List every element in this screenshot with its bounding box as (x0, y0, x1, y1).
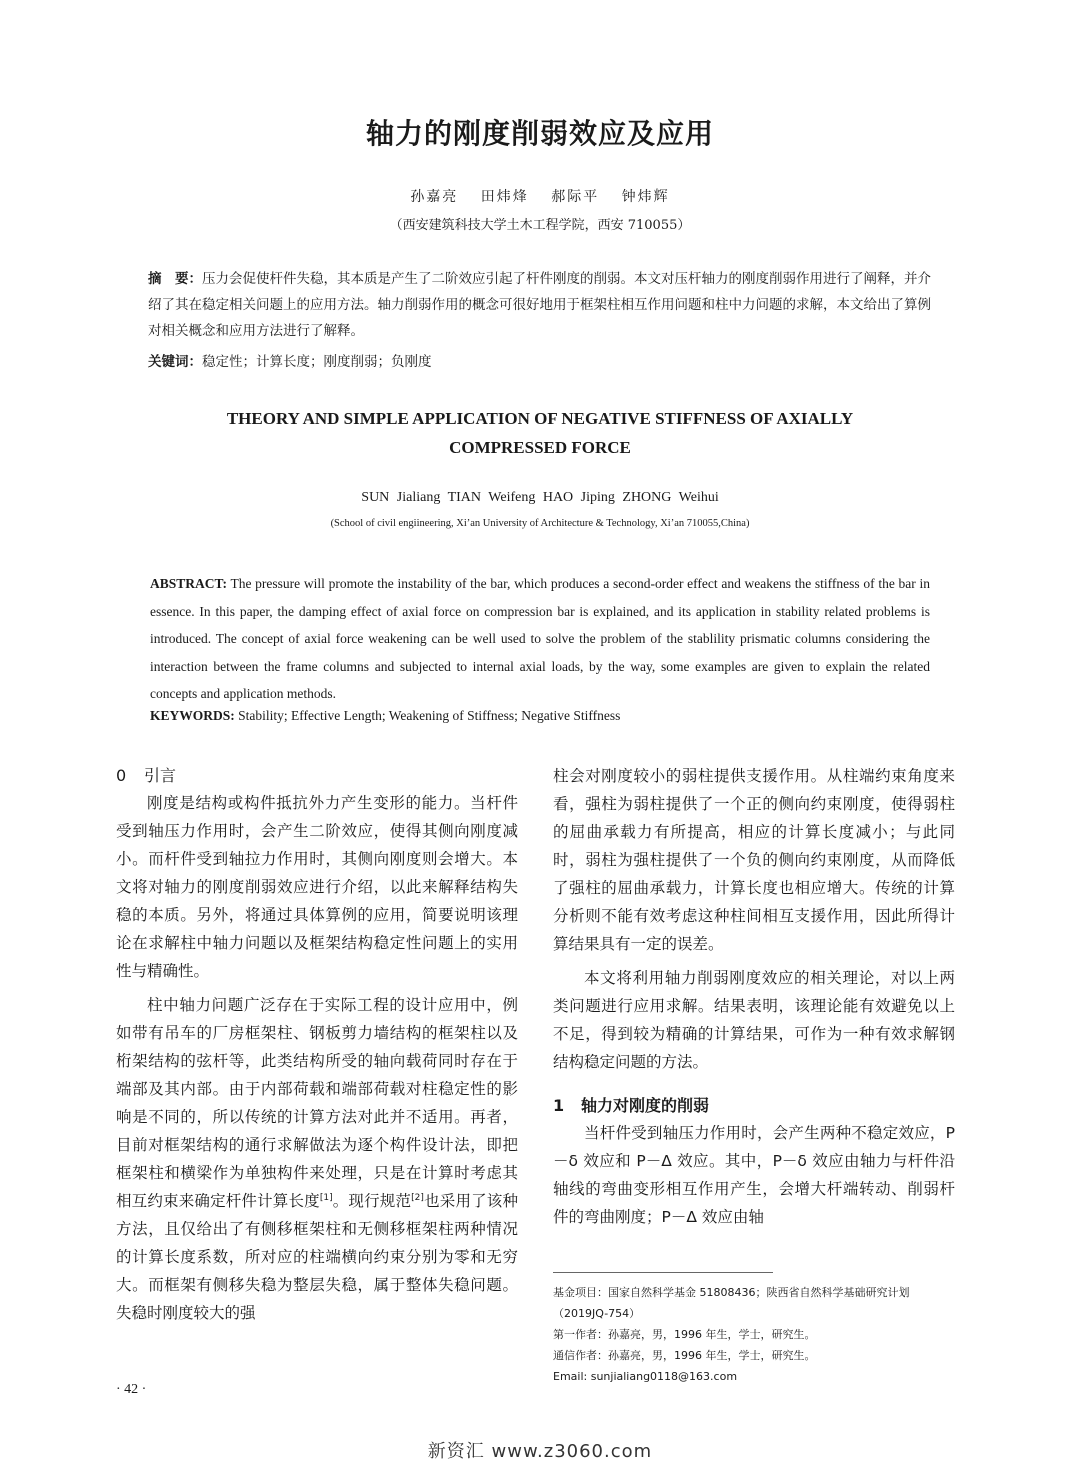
right-column (553, 762, 955, 1231)
abstract-en-label: ABSTRACT: (150, 576, 228, 591)
abstract-cn (148, 266, 934, 344)
footnote-first-author: 第一作者：孙嘉亮，男，1996 年生，学士，研究生。 (553, 1328, 816, 1341)
abstract-en (150, 570, 930, 708)
abstract-cn-text: 压力会促使杆件失稳，其本质是产生了二阶效应引起了杆件刚度的削弱。本文对压杆轴力的刚度削弱作用进行了阐释，并介绍了其在稳定相关问题上的应用方法。轴力削弱作用的概念可很好地用于框架柱相互作用问题和柱中力问题的求解，本文给出了算例对相关概念和应用方法进行了解释。 (148, 271, 931, 339)
footnote (553, 1282, 955, 1387)
footnote-corresponding: 通信作者：孙嘉亮，男，1996 年生，学士，研究生。 (553, 1349, 816, 1362)
title-en-line1: THEORY AND SIMPLE APPLICATION OF NEGATIVE STIFFNESS OF AXIALLY (226, 409, 854, 428)
authors-cn: 孙嘉亮 田炜烽 郝际平 钟炜辉 (410, 189, 670, 205)
section-0-paragraph-2 (116, 991, 518, 1327)
paper-title-en (150, 404, 930, 462)
section-1-title: 轴力对刚度的削弱 (581, 1096, 710, 1115)
paper-title-cn: 轴力的刚度削弱效应及应用 (365, 117, 714, 150)
keywords-cn-label: 关键词： (148, 354, 202, 370)
section-0-title: 引言 (144, 766, 177, 785)
authors-en: SUN Jialiang TIAN Weifeng HAO Jiping ZHONG Weihui (361, 490, 719, 505)
page-number: · 42 · (116, 1382, 147, 1397)
section-1-number: 1 (553, 1096, 565, 1115)
footnote-rule (553, 1272, 773, 1273)
keywords-cn (148, 350, 432, 370)
abstract-en-text: The pressure will promote the instability of the bar, which produces a second-order effect and weakens the stiffness of the bar in essence. In this paper, the damping effect of axial force on compression bar is explained, and its application in stability related problems is introduced. The concept of axial force weakening can be well used to solve the problem of the stablility prismatic columns considering the interaction between the frame columns and subjected to internal axial loads, by the way, some examples are given to explain the related concepts and application methods. (150, 576, 930, 701)
citation-2: [2] (411, 1192, 424, 1203)
section-1-heading (553, 1092, 955, 1119)
para2-part-b: 。现行规范 (332, 1192, 412, 1210)
section-1-paragraph-1: 当杆件受到轴压力作用时，会产生两种不稳定效应，P－δ 效应和 P－Δ 效应。其中，P－δ 效应由轴力与杆件沿轴线的弯曲变形相互作用产生，会增大杆端转动、削弱杆件的弯曲刚度；P－Δ 效应由轴 (553, 1124, 955, 1226)
abstract-cn-label: 摘 要： (148, 271, 202, 287)
keywords-en-label: KEYWORDS: (150, 708, 235, 723)
keywords-en (150, 708, 620, 724)
keywords-en-text: Stability; Effective Length; Weakening of Stiffness; Negative Stiffness (238, 708, 621, 723)
section-0-paragraph-4: 本文将利用轴力削弱刚度效应的相关理论，对以上两类问题进行应用求解。结果表明，该理论能有效避免以上不足，得到较为精确的计算结果，可作为一种有效求解钢结构稳定问题的方法。 (553, 969, 955, 1071)
affiliation-en: (School of civil engiineering, Xi’an University of Architecture & Technology, Xi’an 710055,China) (330, 518, 750, 529)
title-en-line2: COMPRESSED FORCE (449, 438, 631, 457)
section-0-paragraph-3: 柱会对刚度较小的弱柱提供支援作用。从柱端约束角度来看，强柱为弱柱提供了一个正的侧向约束刚度，使得弱柱的屈曲承载力有所提高，相应的计算长度减小；与此同时，弱柱为强柱提供了一个负的侧向约束刚度，从而降低了强柱的屈曲承载力，计算长度也相应增大。传统的计算分析则不能有效考虑这种柱间相互支援作用，因此所得计算结果具有一定的误差。 (553, 767, 955, 953)
para2-part-a: 柱中轴力问题广泛存在于实际工程的设计应用中，例如带有吊车的厂房框架柱、钢板剪力墙结构的框架柱以及桁架结构的弦杆等，此类结构所受的轴向载荷同时存在于端部及其内部。由于内部荷载和端部荷载对柱稳定性的影响是不同的，所以传统的计算方法对此并不适用。再者，目前对框架结构的通行求解做法为逐个构件设计法，即把框架柱和横梁作为单独构件来处理，只是在计算时考虑其相互约束来确定杆件计算长度 (116, 996, 518, 1210)
citation-1: [1] (319, 1192, 333, 1203)
section-0-number: 0 (116, 766, 127, 785)
section-0-paragraph-1: 刚度是结构或构件抵抗外力产生变形的能力。当杆件受到轴压力作用时，会产生二阶效应，使得其侧向刚度减小。而杆件受到轴拉力作用时，其侧向刚度则会增大。本文将对轴力的刚度削弱效应进行介绍，以此来解释结构失稳的本质。另外，将通过具体算例的应用，简要说明该理论在求解柱中轴力问题以及框架结构稳定性问题上的实用性与精确性。 (116, 794, 518, 980)
watermark: 新资汇 www.z3060.com (427, 1441, 653, 1462)
para2-part-c: 也采用了该种方法，且仅给出了有侧移框架柱和无侧移框架柱两种情况的计算长度系数，所对应的柱端横向约束分别为零和无穷大。而框架有侧移失稳为整层失稳，属于整体失稳问题。失稳时刚度较大的强 (116, 1192, 518, 1322)
footnote-email: Email: sunjialiang0118@163.com (553, 1370, 738, 1383)
left-column (116, 762, 518, 1327)
footnote-fund: 基金项目：国家自然科学基金 51808436；陕西省自然科学基础研究计划（2019JQ-754） (553, 1286, 910, 1320)
section-0-heading (116, 762, 518, 789)
keywords-cn-text: 稳定性；计算长度；刚度削弱；负刚度 (202, 354, 432, 370)
affiliation-cn: （西安建筑科技大学土木工程学院，西安 710055） (389, 218, 691, 233)
